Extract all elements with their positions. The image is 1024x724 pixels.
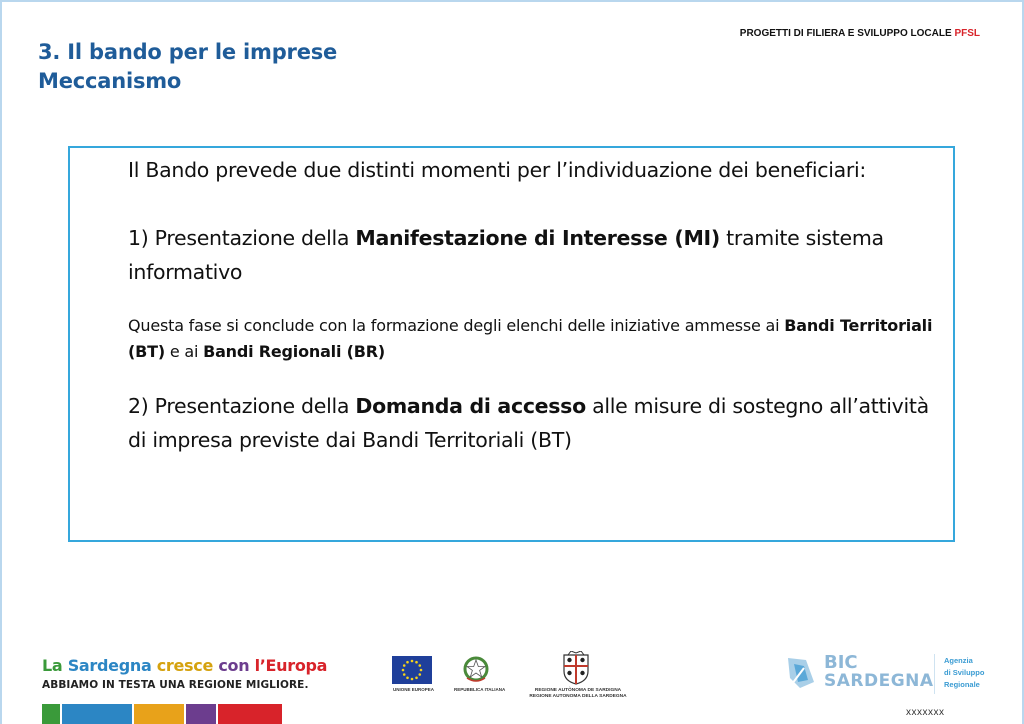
item2-paragraph (128, 389, 948, 457)
item1-post: tramite sistema informativo (128, 226, 884, 284)
color-strip-segment (134, 704, 184, 724)
eu-star (403, 664, 406, 667)
footer-brand-logo (42, 656, 327, 691)
item1-pre: 1) Presentazione della (128, 226, 356, 250)
agency-line2: di Sviluppo (944, 668, 985, 677)
brand-color-strip (42, 704, 284, 724)
eu-flag-icon (392, 656, 432, 684)
bic-divider (934, 654, 935, 694)
color-strip-segment (62, 704, 132, 724)
bic-sardegna-logo-icon (784, 654, 824, 690)
ras-caption (522, 688, 634, 700)
agency-label (944, 655, 984, 691)
note-bold2: Bandi Regionali (BR) (203, 342, 385, 361)
eu-star (406, 676, 409, 679)
item1-paragraph (128, 221, 948, 289)
ras-caption-line2: REGIONE AUTONOMA DELLA SARDEGNA (529, 694, 627, 699)
note-mid: e ai (164, 342, 204, 361)
eu-star (418, 664, 421, 667)
eu-star (420, 669, 423, 672)
bic-sardegna-wordmark (824, 654, 934, 690)
slide-title (38, 38, 337, 96)
note-pre: Questa fase si conclude con la formazione degli elenchi delle iniziative ammesse ai (128, 316, 785, 335)
eu-star (415, 676, 418, 679)
item2-post: alle misure di sostegno all’attività di impresa previste dai Bandi Territoriali (BT) (128, 394, 929, 452)
slide-title-line2: Meccanismo (38, 69, 182, 93)
color-strip-segment (42, 704, 60, 724)
ri-caption: REPUBBLICA ITALIANA (454, 687, 506, 692)
agency-line3: Regionale (944, 680, 980, 689)
eu-star (406, 661, 409, 664)
item1-bold: Manifestazione di Interesse (MI) (355, 226, 720, 250)
note-bold1: Bandi Territoriali (BT) (128, 316, 933, 361)
brand-sardegna: Sardegna (67, 656, 152, 675)
note-paragraph (128, 313, 948, 365)
bottom-note: xxxxxxx (906, 707, 945, 718)
slide-frame-top (0, 0, 1024, 2)
agency-line1: Agenzia (944, 656, 973, 665)
eu-star (415, 661, 418, 664)
brand-cresce: cresce (156, 656, 214, 675)
brand-con: con (218, 656, 250, 675)
eu-star (411, 678, 414, 681)
color-strip-segment (186, 704, 216, 724)
brand-tagline: ABBIAMO IN TESTA UNA REGIONE MIGLIORE. (42, 679, 309, 691)
eu-star (418, 673, 421, 676)
bic-line2: SARDEGNA (824, 671, 934, 691)
eu-caption: UNIONE EUROPEA (393, 687, 435, 692)
eu-star (402, 669, 405, 672)
item2-pre: 2) Presentazione della (128, 394, 356, 418)
brand-europa: l’Europa (254, 656, 328, 675)
color-strip-segment (218, 704, 282, 724)
brand-slogan (42, 656, 327, 675)
header-label-text: PROGETTI DI FILIERA E SVILUPPO LOCALE (739, 28, 952, 39)
eu-star (411, 660, 414, 663)
eu-star (403, 673, 406, 676)
brand-la: La (42, 656, 63, 675)
header-label (740, 28, 980, 39)
ras-caption-line1: REGIONE AUTÒNOMA DE SARDIGNA (534, 688, 622, 693)
slide-title-line1: 3. Il bando per le imprese (38, 40, 338, 64)
sardinia-region-emblem-icon (558, 651, 594, 685)
bic-line1: BIC (824, 652, 858, 673)
item2-bold: Domanda di accesso (355, 394, 586, 418)
intro-paragraph: Il Bando prevede due distinti momenti per l’individuazione dei beneficiari: (128, 158, 867, 182)
italian-republic-emblem-icon (462, 654, 490, 684)
slide-frame-left (0, 0, 2, 724)
content-text (128, 153, 948, 457)
header-label-accent: PFSL (954, 28, 980, 39)
